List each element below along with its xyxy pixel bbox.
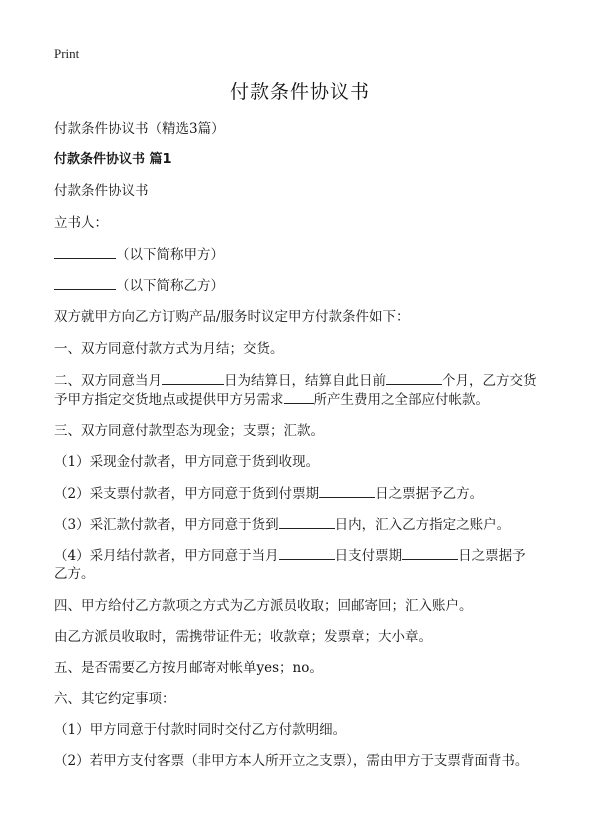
writer-label: 立书人： bbox=[54, 215, 108, 231]
months-blank[interactable] bbox=[386, 369, 442, 385]
clause-3-4-text-c: 日之票据予 bbox=[458, 548, 526, 564]
page-title: 付款条件协议书 bbox=[229, 81, 370, 103]
clause-3-4-text-a: （4）采月结付款者，甲方同意于当月 bbox=[54, 548, 279, 564]
clause-2-text-b: 日为结算日，结算自此日前 bbox=[224, 373, 386, 389]
clause-2-text-c: 个月，乙方交货 bbox=[442, 373, 537, 389]
clause-6: 六、其它约定事项： bbox=[54, 691, 176, 707]
clause-3-2-text-b: 日之票据予乙方。 bbox=[375, 486, 484, 502]
party-a-blank[interactable] bbox=[54, 243, 116, 259]
other-needs-blank[interactable] bbox=[284, 388, 314, 404]
clause-4: 四、甲方给付乙方款项之方式为乙方派员收取；回邮寄回；汇入账户。 bbox=[54, 598, 473, 614]
clause-6-2: （2）若甲方支付客票（非甲方本人所开立之支票），需由甲方于支票背面背书。 bbox=[54, 753, 529, 769]
clause-2-text-d: 予甲方指定交货地点或提供甲方另需求 bbox=[54, 392, 284, 408]
check-term-blank[interactable] bbox=[319, 482, 375, 498]
clause-2-text-e: 所产生费用之全部应付帐款。 bbox=[313, 392, 489, 408]
party-a-line bbox=[54, 243, 544, 266]
clause-1: 一、双方同意付款方式为月结；交货。 bbox=[54, 341, 284, 357]
clause-2-line-2 bbox=[54, 388, 544, 411]
clause-4-note: 由乙方派员收取时，需携带证件无；收款章；发票章；大小章。 bbox=[54, 629, 432, 645]
clause-5: 五、是否需要乙方按月邮寄对帐单yes；no。 bbox=[54, 660, 323, 676]
section-heading: 付款条件协议书 篇1 bbox=[54, 152, 172, 167]
party-b-text: （以下简称乙方） bbox=[116, 278, 224, 294]
party-b-line bbox=[54, 274, 544, 297]
party-a-text: （以下简称甲方） bbox=[116, 247, 224, 263]
clause-3-3-text-b: 日内，汇入乙方指定之账户。 bbox=[334, 517, 511, 533]
clause-3-3 bbox=[54, 513, 544, 536]
document-name: 付款条件协议书 bbox=[54, 183, 149, 199]
clause-3-2-text-a: （2）采支票付款者，甲方同意于货到付票期 bbox=[54, 486, 320, 502]
party-b-blank[interactable] bbox=[54, 274, 116, 290]
monthly-day-blank[interactable] bbox=[279, 544, 335, 560]
settlement-day-blank[interactable] bbox=[162, 369, 224, 385]
clause-3-2 bbox=[54, 482, 544, 505]
clause-3-4-line-2: 乙方。 bbox=[54, 566, 95, 582]
print-link[interactable]: Print bbox=[54, 46, 80, 61]
clause-6-1: （1）甲方同意于付款时同时交付乙方付款明细。 bbox=[54, 722, 347, 738]
monthly-term-blank[interactable] bbox=[402, 544, 458, 560]
clause-3-3-text-a: （3）采汇款付款者，甲方同意于货到 bbox=[54, 517, 279, 533]
remit-days-blank[interactable] bbox=[279, 513, 335, 529]
clause-3-1: （1）采现金付款者，甲方同意于货到收现。 bbox=[54, 454, 320, 470]
clause-2-text-a: 二、双方同意当月 bbox=[54, 373, 162, 389]
clause-3-4-text-b: 日支付票期 bbox=[334, 548, 403, 564]
intro-paragraph: 双方就甲方向乙方订购产品/服务时议定甲方付款条件如下： bbox=[54, 309, 410, 325]
clause-3: 三、双方同意付款型态为现金；支票；汇款。 bbox=[54, 423, 324, 439]
document-subtitle: 付款条件协议书（精选3篇） bbox=[54, 121, 225, 137]
